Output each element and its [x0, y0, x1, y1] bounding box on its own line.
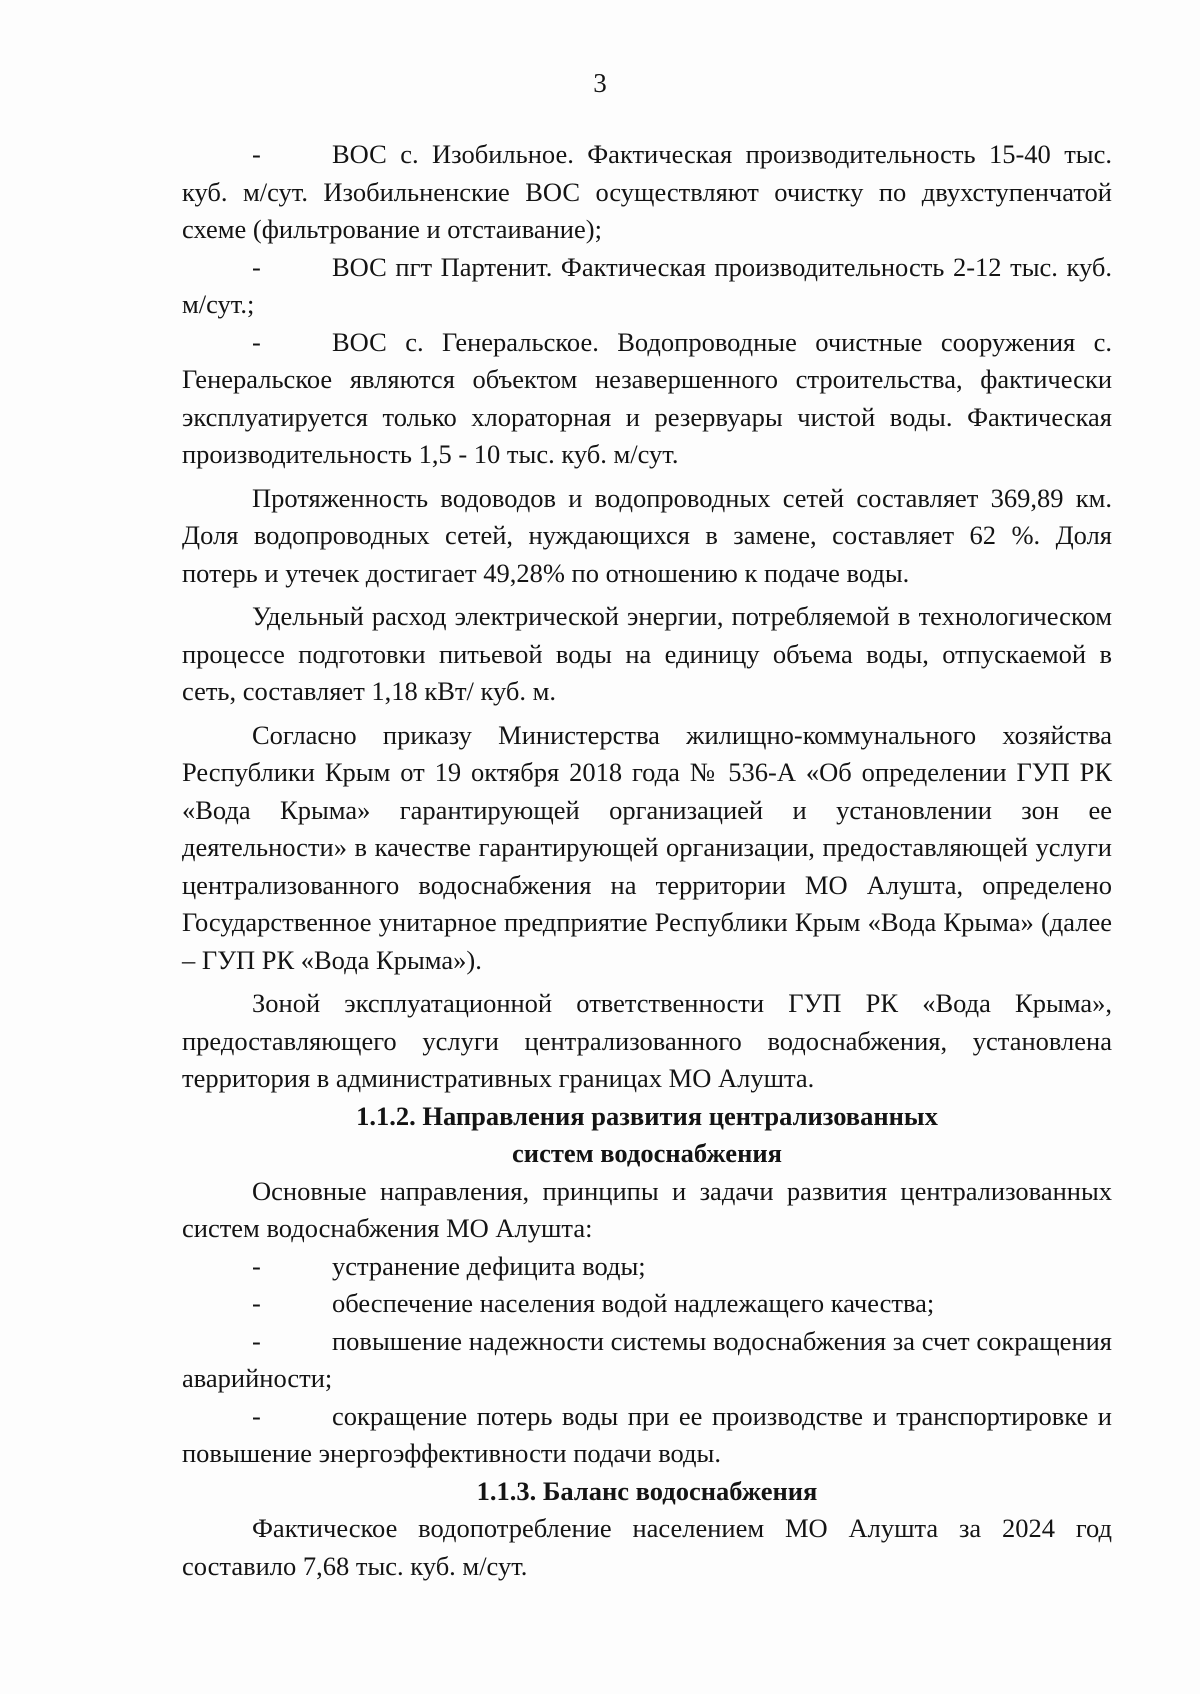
list-item-text: ВОС пгт Партенит. Фактическая производительность 2-12 тыс. куб. м/сут.; [182, 251, 1112, 319]
list-dash: - [252, 1288, 261, 1318]
list-dash: - [252, 1400, 261, 1431]
list-item-vos-generalskoe [182, 324, 1112, 474]
section-heading-1-1-3: 1.1.3. Баланс водоснабжения [476, 1475, 818, 1506]
page-number: 3 [593, 68, 607, 98]
list-item-text: ВОС с. Изобильное. Фактическая производительность 15-40 тыс. куб. м/сут. Изобильненские ВОС осуществляют очистку по двухступенчатой схеме (фильтрование и отстаивание); [182, 139, 1112, 244]
paragraph-directions-intro: Основные направления, принципы и задачи развития централизованных систем водоснабжения МО Алушта: [182, 1175, 1112, 1243]
section-heading-1-1-2: 1.1.2. Направления развития централизованных [356, 1100, 938, 1131]
list-item-text: устранение дефицита воды; [332, 1250, 646, 1281]
list-dash: - [252, 1250, 261, 1281]
document-body [182, 136, 1112, 1585]
list-dash: - [252, 1325, 261, 1356]
list-item-deficit [182, 1248, 1112, 1286]
list-dash: - [252, 139, 261, 169]
list-item-text: ВОС с. Генеральское. Водопроводные очистные сооружения с. Генеральское являются объектом незавершенного строительства, фактически эксплуатируется только хлораторная и резервуары чистой воды. Фактическая производительность 1,5 - 10 тыс. куб. м/сут. [182, 326, 1112, 469]
list-item-vos-izobilnoe [182, 136, 1112, 249]
paragraph-responsibility-zone: Зоной эксплуатационной ответственности ГУП РК «Вода Крыма», предоставляющего услуги централизованного водоснабжения, установлена территория в административных границах МО Алушта. [182, 988, 1112, 1093]
section-heading-1-1-2-line2: систем водоснабжения [512, 1138, 782, 1168]
list-item-text: сокращение потерь воды при ее производстве и транспортировке и повышение энергоэффективности подачи воды. [182, 1400, 1112, 1468]
list-item-losses [182, 1398, 1112, 1473]
list-item-vos-partenit [182, 249, 1112, 324]
list-item-quality [182, 1285, 1112, 1323]
list-dash: - [252, 251, 261, 282]
paragraph-network-length: Протяженность водоводов и водопроводных сетей составляет 369,89 км. Доля водопроводных сетей, нуждающихся в замене, составляет 62 %. Доля потерь и утечек достигает 49,28% по отношению к подаче воды. [182, 482, 1112, 588]
list-item-text: обеспечение населения водой надлежащего качества; [332, 1288, 935, 1318]
list-item-reliability [182, 1323, 1112, 1398]
list-dash: - [252, 326, 261, 357]
list-item-text: повышение надежности системы водоснабжения за счет сокращения аварийности; [182, 1325, 1112, 1393]
paragraph-energy-consumption: Удельный расход электрической энергии, потребляемой в технологическом процессе подготовки питьевой воды на единицу объема воды, отпускаемой в сеть, составляет 1,18 кВт/ куб. м. [182, 601, 1112, 706]
paragraph-water-consumption: Фактическое водопотребление населением МО Алушта за 2024 год составило 7,68 тыс. куб. м/сут. [182, 1513, 1112, 1581]
paragraph-ministry-order: Согласно приказу Министерства жилищно-коммунального хозяйства Республики Крым от 19 октября 2018 года № 536-А «Об определении ГУП РК «Вода Крыма» гарантирующей организацией и установлении зон ее деятельности» в качестве гарантирующей организации, предоставляющей услуги централизованного водоснабжения на территории МО Алушта, определено Государственное унитарное предприятие Республики Крым «Вода Крыма» (далее – ГУП РК «Вода Крыма»). [182, 719, 1112, 975]
